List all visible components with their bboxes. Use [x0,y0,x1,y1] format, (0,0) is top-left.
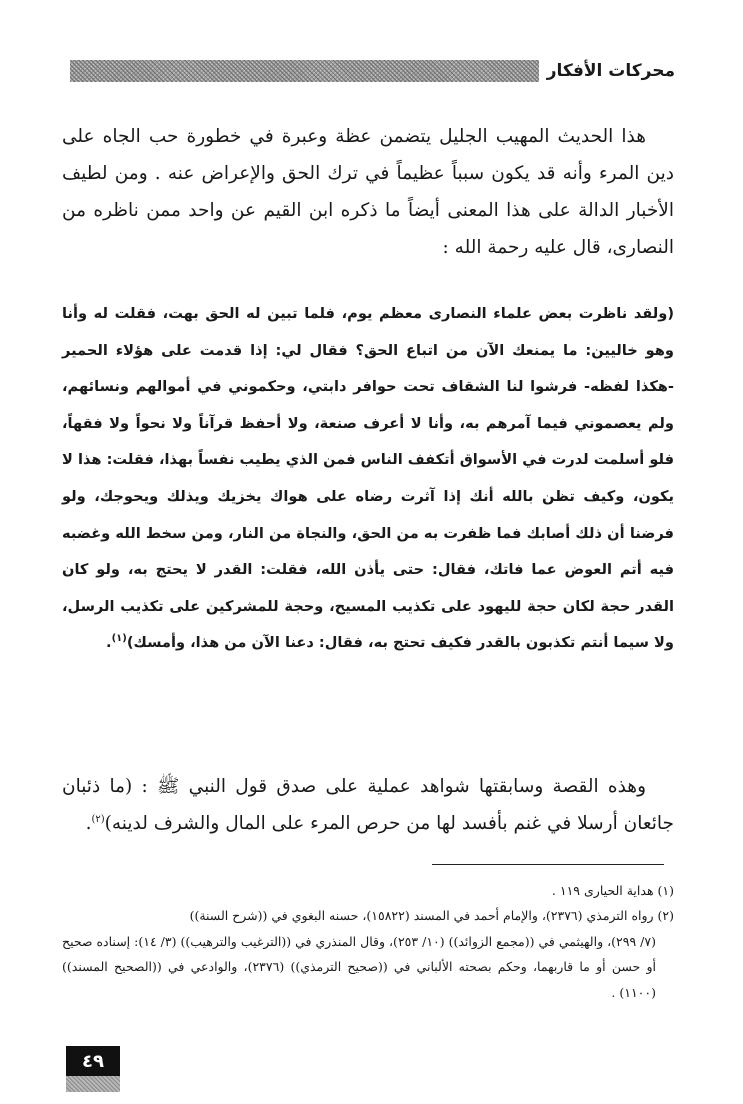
intro-text [62,118,674,266]
footnote-ref-2: (٢) [91,813,105,825]
ibn-qayyim-quote [62,296,674,662]
running-header [70,56,675,86]
quote-text: (ولقد ناظرت بعض علماء النصارى معظم يوم، فلما تبين له الحق بهت، فقلت له وأنا وهو خاليين: ما يمنعك الآن من اتباع الحق؟ فقال لي: إذا قدمت على هؤلاء الحمير -هكذا لفظه- فرشوا لنا الشقاف تحت حوافر دابتي، وحكموني في أموالهم ونسائهم، ولم يعصموني فيما آمرهم به، وأنا لا أعرف صنعة، ولا أحفظ قرآناً ولا نحواً ولا فقهاً، فلو أسلمت لدرت في الأسواق أتكفف الناس فمن الذي يطيب نفساً بهذا، فقلت: هذا لا يكون، وكيف تظن بالله أنك إذا آثرت رضاه على هواك يخزيك ويذلك ويحوجك، ولو فرضنا أن ذلك أصابك فما ظفرت به من الحق، والنجاة من النار، ومن سخط الله وغضبه فيه أتم العوض عما فاتك، فقال: حتى يأذن الله، فقلت: القدر لا يحتج به، ولو كان القدر حجة لكان حجة لليهود على تكذيب المسيح، وحجة للمشركين على تكذيب الرسل، ولا سيما أنتم تكذبون بالقدر فكيف تحتج به، فقال: دعنا الآن من هذا، وأمسك) [62,305,674,652]
closing-end: . [85,813,92,834]
footnote-ref-1: (١) [111,633,127,645]
footnote-2-continuation: (٧/ ٢٩٩)، والهيثمي في ((مجمع الزوائد)) (١٠/ ٢٥٣)، وقال المنذري في ((الترغيب والترهيب)) (٣/ ١٤): إسناده صحيح أو حسن أو ما قاربهما، وحكم بصحته الألباني في ((صحيح الترمذي)) (٢٣٧٦)، والوادعي في ((الصحيح المسند)) (١١٠٠) . [62,933,656,1000]
quote-end: . [106,634,112,652]
footnote-separator [432,864,664,865]
closing-paragraph [62,768,674,842]
header-title: محركات الأفكار [546,61,675,81]
page-number: ٤٩ [66,1046,120,1076]
footnote-1: (١) هداية الحيارى ١١٩ . [551,883,674,898]
footnotes [62,878,674,1005]
closing-text [62,768,674,842]
quote-paragraph [62,296,674,662]
intro-paragraph: هذا الحديث المهيب الجليل يتضمن عظة وعبرة في خطورة حب الجاه على دين المرء وأنه قد يكون سبباً عظيماً في ترك الحق والإعراض عنه . ومن لطيف الأخبار الدالة على هذا المعنى أيضاً ما ذكره ابن القيم عن واحد ممن ناظره من النصارى، قال عليه رحمة الله : [62,126,674,258]
footnote-2-line-1: (٢) رواه الترمذي (٢٣٧٦)، والإمام أحمد في المسند (١٥٨٢٢)، حسنه البغوي في ((شرح السنة)) [189,908,674,924]
closing-body: وهذه القصة وسابقتها شواهد عملية على صدق قول النبي ﷺ : (ما ذئبان جائعان أرسلا في غنم بأفسد لها من حرص المرء على المال والشرف لدينه) [62,776,674,834]
header-decorative-bar [70,60,539,82]
page-number-decoration [66,1076,120,1092]
